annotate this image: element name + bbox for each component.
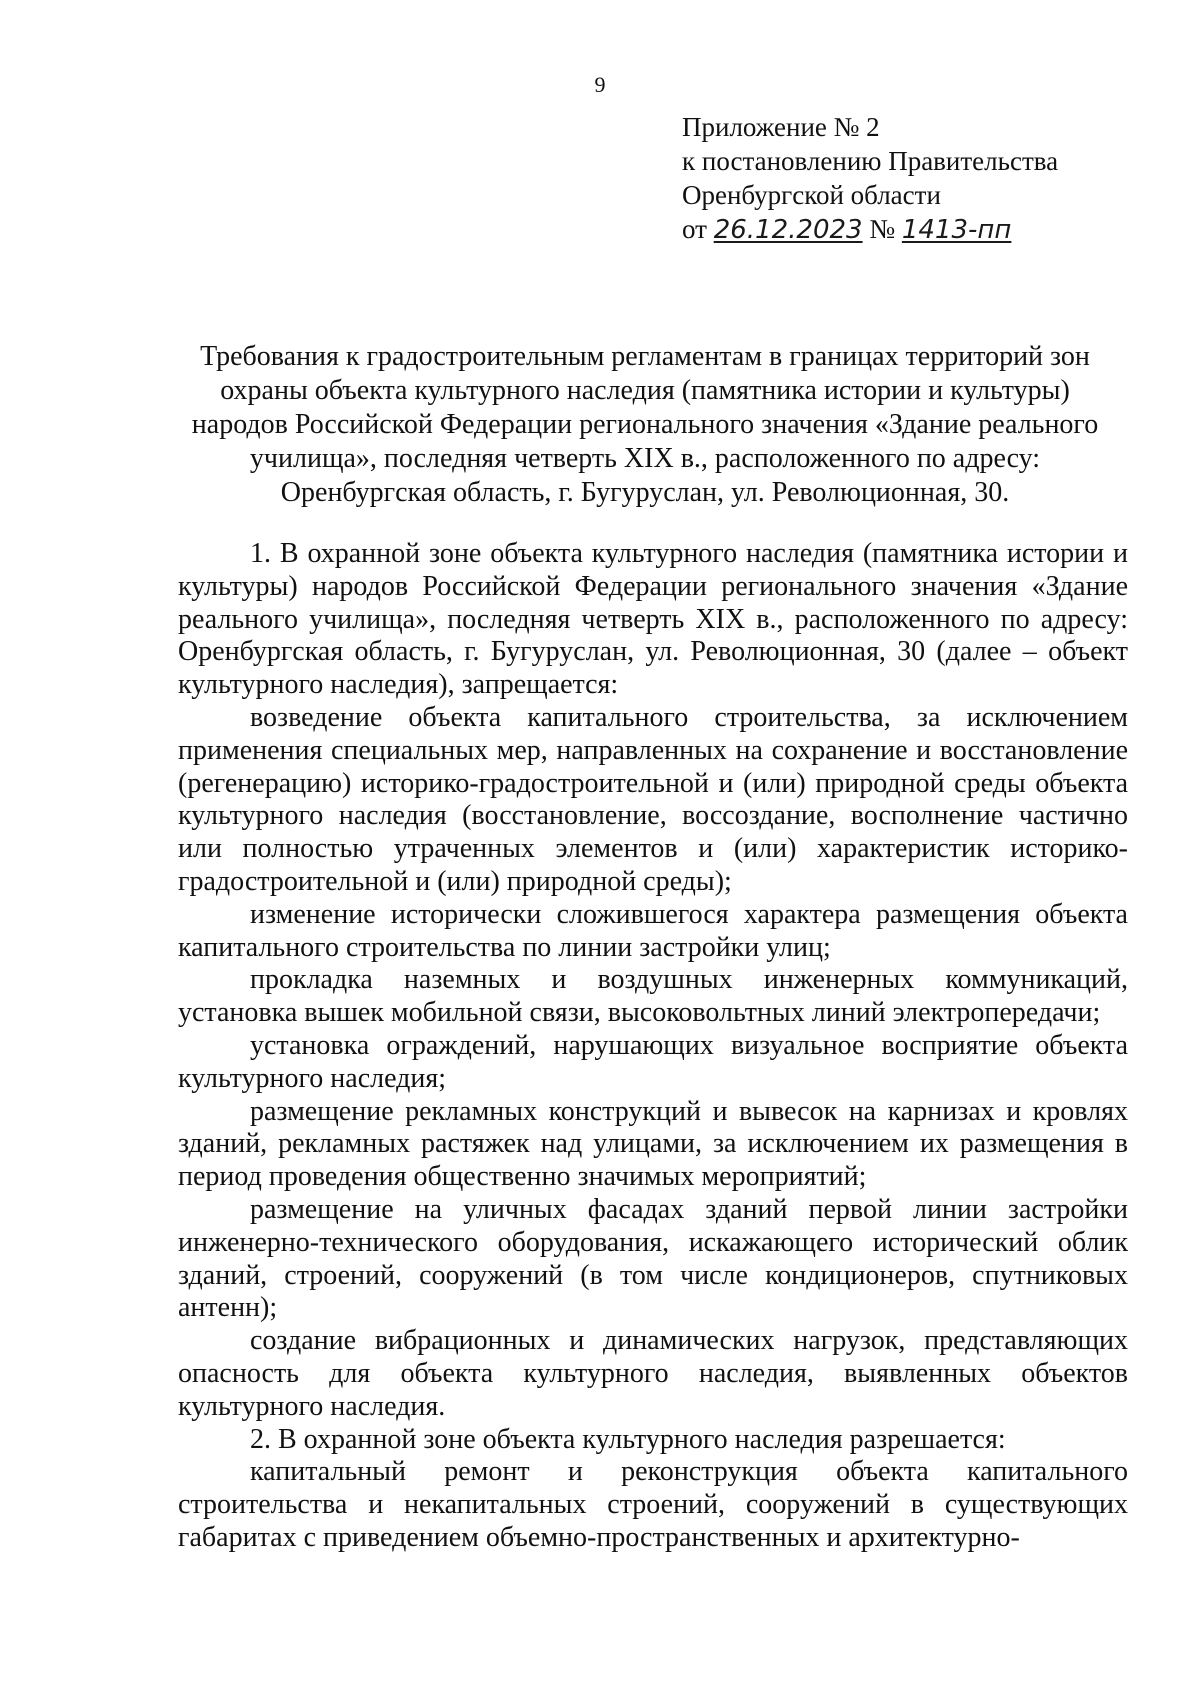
title-line-1: Требования к градостроительным регламентам в границах территорий зон [200,341,1090,372]
paragraph-5: установка ограждений, нарушающих визуальное восприятие объекта культурного наследия; [178,1029,1128,1094]
page-number: 9 [594,72,606,97]
title-line-4: училища», последняя четверть XIX в., расположенного по адресу: [249,443,1041,474]
paragraph-1: 1. В охранной зоне объекта культурного наследия (памятника истории и культуры) народов Российской Федерации регионального значения «Здание реального училища», последняя четверть XIX в., расположенного по адресу: Оренбургская область, г. Бугуруслан, ул. Революционная, 30 (далее – объект культурного наследия), запрещается: [178,538,1128,701]
title-line-3: народов Российской Федерации регионального значения «Здание реального [191,409,1099,440]
paragraph-8: создание вибрационных и динамических нагрузок, представляющих опасность для объекта культурного наследия, выявленных объектов культурного наследия. [178,1325,1128,1422]
paragraph-2: возведение объекта капитального строительства, за исключением применения специальных мер, направленных на сохранение и восстановление (регенерацию) историко-градостроительной и (или) природной среды объекта культурного наследия (восстановление, воссоздание, восполнение частично или полностью утраченных элементов и (или) характеристик историко-градостроительной и (или) природной среды); [178,701,1128,897]
title-line-5: Оренбургская область, г. Бугуруслан, ул. Революционная, 30. [280,477,1010,508]
paragraph-6: размещение рекламных конструкций и вывесок на карнизах и кровлях зданий, рекламных растяжек над улицами, за исключением их размещения в период проведения общественно значимых мероприятий; [178,1095,1128,1193]
paragraph-9: 2. В охранной зоне объекта культурного наследия разрешается: [250,1423,1006,1455]
title-line-2: охраны объекта культурного наследия (памятника истории и культуры) [220,375,1070,406]
document-body [178,538,1128,1555]
paragraph-10: капитальный ремонт и реконструкция объекта капитального строительства и некапитальных строений, сооружений в существующих габаритах с приведением объемно-пространственных и архитектурно- [178,1456,1128,1553]
date-prefix: от [682,214,707,244]
paragraph-3: изменение исторически сложившегося характера размещения объекта капитального строительства по линии застройки улиц; [178,898,1128,963]
handwritten-date: 26.12.2023 [713,215,863,245]
paragraph-4: прокладка наземных и воздушных инженерных коммуникаций, установка вышек мобильной связи, высоковольтных линий электропередачи; [178,964,1128,1029]
appendix-line-1: Приложение № 2 [682,112,880,142]
appendix-line-2: к постановлению Правительства [682,146,1059,176]
document-title [170,340,1120,510]
number-prefix: № [869,214,896,244]
appendix-date-line [682,212,1058,247]
handwritten-number: 1413-пп [901,215,1012,245]
paragraph-7: размещение на уличных фасадах зданий первой линии застройки инженерно-технического оборудования, искажающего исторический облик зданий, строений, сооружений (в том числе кондиционеров, спутниковых антенн); [178,1193,1128,1324]
appendix-line-3: Оренбургской области [682,180,941,210]
appendix-block [682,110,1058,247]
